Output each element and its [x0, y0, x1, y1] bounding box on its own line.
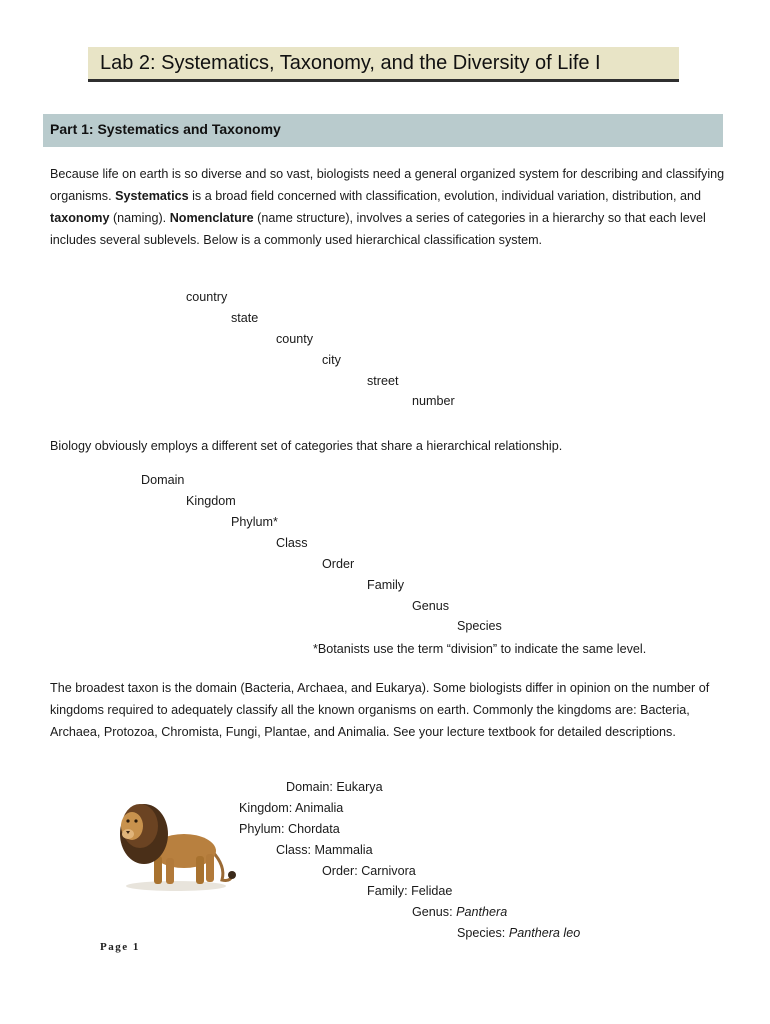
- section-header: [43, 114, 723, 147]
- footnote: *Botanists use the term “division” to indicate the same level.: [313, 642, 647, 656]
- rank-class: Class: [276, 536, 308, 550]
- section-title: Part 1: Systematics and Taxonomy: [50, 121, 281, 137]
- lion-order: Order: Carnivora: [322, 864, 416, 878]
- address-level-country: country: [186, 290, 228, 304]
- intro-text-3: (naming).: [109, 211, 170, 225]
- lion-species-label: Species:: [457, 926, 509, 940]
- page-title: Lab 2: Systematics, Taxonomy, and the Diversity of Life I: [100, 52, 601, 74]
- lion-species-value: Panthera leo: [508, 926, 581, 940]
- page-number: Page 1: [100, 941, 140, 953]
- rank-domain: Domain: [141, 473, 185, 487]
- intro-text-2: is a broad field concerned with classification, evolution, individual variation, distribution, and: [188, 189, 702, 203]
- address-level-county: county: [276, 332, 314, 346]
- lion-genus-value: Panthera: [456, 905, 508, 919]
- domain-paragraph: The broadest taxon is the domain (Bacteria, Archaea, and Eukarya). Some biologists differ in opinion on the number of kingdoms required to adequately classify all the known organisms on earth. Commonly the kingdoms are: Bacteria, Archaea, Protozoa, Chromista, Fungi, Plantae, and Animalia. See your lecture textbook for detailed descriptions.: [50, 681, 710, 739]
- lion-species: [457, 926, 580, 940]
- address-level-number: number: [412, 394, 455, 408]
- intro-text-1: Because life on earth is so diverse and so vast, biologists need a general organized system for describing and classifying organisms.: [50, 167, 725, 203]
- term-nomenclature: Nomenclature: [169, 211, 254, 225]
- lion-domain: Domain: Eukarya: [286, 780, 383, 794]
- address-level-street: street: [367, 374, 399, 388]
- rank-family: Family: [367, 578, 405, 592]
- rank-phylum: Phylum*: [231, 515, 278, 529]
- rank-species: Species: [457, 619, 502, 633]
- biology-intro: Biology obviously employs a different set of categories that share a hierarchical relationship.: [50, 439, 563, 453]
- address-level-state: state: [231, 311, 259, 325]
- term-taxonomy: taxonomy: [50, 211, 110, 225]
- lion-kingdom: Kingdom: Animalia: [239, 801, 344, 815]
- term-systematics: Systematics: [115, 189, 189, 203]
- lion-family: Family: Felidae: [367, 884, 453, 898]
- lion-phylum: Phylum: Chordata: [239, 822, 340, 836]
- rank-order: Order: [322, 557, 355, 571]
- lion-genus-label: Genus:: [412, 905, 457, 919]
- rank-genus: Genus: [412, 599, 450, 613]
- rank-kingdom: Kingdom: [186, 494, 236, 508]
- lion-genus: [412, 905, 507, 919]
- address-level-city: city: [322, 353, 341, 367]
- lion-class: Class: Mammalia: [276, 843, 373, 857]
- intro-text-4: (name structure), involves a series of categories in a hierarchy so that each level includes several sublevels. Below is a commonly used hierarchical classification system.: [50, 211, 706, 247]
- lion-illustration: [104, 796, 238, 896]
- title-bar: [88, 47, 679, 82]
- intro-paragraph: [50, 163, 730, 251]
